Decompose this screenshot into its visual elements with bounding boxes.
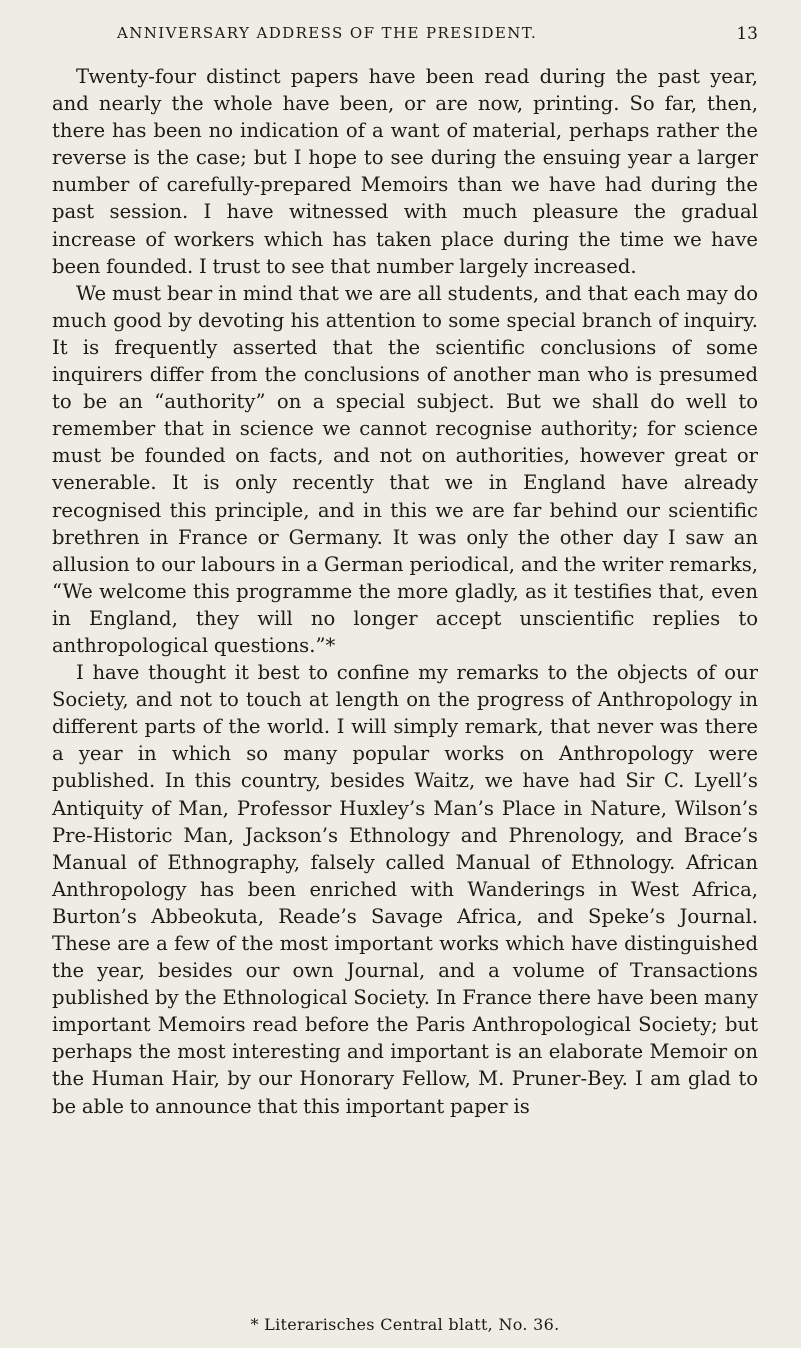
running-header: [52, 24, 758, 46]
paragraph: Twenty-four distinct papers have been read during the past year, and nearly the whole have been, or are now, printing. So far, then, there has been no indication of a want of material, perhaps rather the reverse is the case; but I hope to see during the ensuing year a larger number of carefully-prepared Memoirs than we have had during the past session. I have witnessed with much pleasure the gradual increase of workers which has taken place during the time we have been founded. I trust to see that number largely increased.: [52, 65, 758, 278]
footnote: * Literarisches Central blatt, No. 36.: [250, 1315, 560, 1334]
body-text: [52, 63, 758, 1120]
paragraph: We must bear in mind that we are all students, and that each may do much good by devoting his attention to some special branch of inquiry. It is frequently asserted that the scientific conclusions of some inquirers differ from the conclusions of another man who is presumed to be an “authority” on a special subject. But we shall do well to remember that in science we cannot recognise authority; for science must be founded on facts, and not on authorities, however great or venerable. It is only recently that we in England have already recognised this principle, and in this we are far behind our scientific brethren in France or Germany. It was only the other day I saw an allusion to our labours in a German periodical, and the writer remarks, “We welcome this programme the more gladly, as it testifies that, even in England, they will no longer accept unscientific replies to anthropological questions.”*: [52, 281, 758, 657]
running-title: ANNIVERSARY ADDRESS OF THE PRESIDENT.: [117, 24, 538, 42]
page-number: 13: [736, 24, 758, 44]
document-page: [52, 0, 758, 1348]
paragraph: I have thought it best to confine my remarks to the objects of our Society, and not to touch at length on the progress of Anthropology in different parts of the world. I will simply remark, that never was there a year in which so many popular works on Anthropology were published. In this country, besides Waitz, we have had Sir C. Lyell’s Antiquity of Man, Professor Huxley’s Man’s Place in Nature, Wilson’s Pre-Historic Man, Jackson’s Ethnology and Phrenology, and Brace’s Manual of Ethnography, falsely called Manual of Ethnology. African Anthropology has been enriched with Wanderings in West Africa, Burton’s Abbeokuta, Reade’s Savage Africa, and Speke’s Journal. These are a few of the most important works which have distinguished the year, besides our own Journal, and a volume of Transactions published by the Ethnological Society. In France there have been many important Memoirs read before the Paris Anthropological Society; but perhaps the most interesting and important is an elaborate Memoir on the Human Hair, by our Honorary Fellow, M. Pruner-Bey. I am glad to be able to announce that this important paper is: [52, 661, 758, 1118]
